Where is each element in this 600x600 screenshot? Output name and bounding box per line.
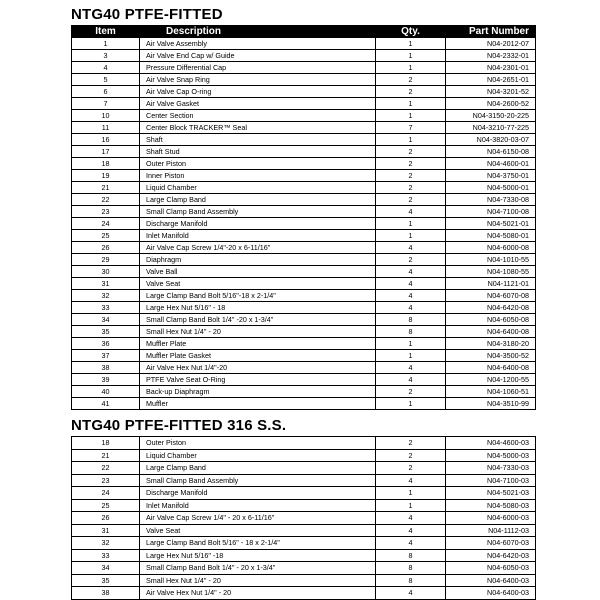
qty-cell: 1 [376, 38, 446, 50]
description-cell: Air Valve Hex Nut 1/4"-20 [140, 362, 376, 374]
qty-cell: 1 [376, 398, 446, 410]
item-cell: 26 [72, 242, 140, 254]
description-cell: Air Valve Gasket [140, 98, 376, 110]
description-cell: Inlet Manifold [140, 499, 376, 512]
table-row [72, 587, 536, 600]
part-number-cell: N04-6420-03 [446, 549, 536, 562]
table-row [72, 254, 536, 266]
item-cell: 18 [72, 437, 140, 450]
part-number-cell: N04-2012-07 [446, 38, 536, 50]
part-number-cell: N04-1112-03 [446, 524, 536, 537]
part-number-cell: N04-1010-55 [446, 254, 536, 266]
qty-cell: 2 [376, 254, 446, 266]
part-number-cell: N04-7330-08 [446, 194, 536, 206]
qty-cell: 4 [376, 374, 446, 386]
item-cell: 31 [72, 278, 140, 290]
table-row [72, 449, 536, 462]
table-row [72, 206, 536, 218]
description-cell: Valve Seat [140, 524, 376, 537]
qty-cell: 1 [376, 218, 446, 230]
table-row [72, 110, 536, 122]
item-cell: 25 [72, 230, 140, 242]
part-number-cell: N04-6400-08 [446, 362, 536, 374]
table-header-row [72, 26, 536, 38]
description-cell: Small Clamp Band Assembly [140, 206, 376, 218]
qty-cell: 4 [376, 206, 446, 218]
description-cell: Center Section [140, 110, 376, 122]
qty-cell: 1 [376, 350, 446, 362]
item-cell: 18 [72, 158, 140, 170]
part-number-cell: N04-6420-08 [446, 302, 536, 314]
part-number-cell: N04-3750-01 [446, 170, 536, 182]
table-row [72, 230, 536, 242]
description-cell: Back-up Diaphragm [140, 386, 376, 398]
description-cell: Valve Seat [140, 278, 376, 290]
part-number-cell: N04-5000-01 [446, 182, 536, 194]
qty-cell: 2 [376, 194, 446, 206]
table-body [72, 38, 536, 410]
qty-cell: 2 [376, 146, 446, 158]
item-cell: 23 [72, 474, 140, 487]
item-cell: 24 [72, 218, 140, 230]
table-row [72, 146, 536, 158]
qty-cell: 2 [376, 462, 446, 475]
item-cell: 1 [72, 38, 140, 50]
part-number-cell: N04-7330-03 [446, 462, 536, 475]
description-cell: Muffler [140, 398, 376, 410]
part-number-cell: N04-3201-52 [446, 86, 536, 98]
part-number-cell: N04-4600-03 [446, 437, 536, 450]
item-cell: 40 [72, 386, 140, 398]
part-number-cell: N04-5021-01 [446, 218, 536, 230]
table-row [72, 74, 536, 86]
part-number-cell: N04-3210-77-225 [446, 122, 536, 134]
table-row [72, 537, 536, 550]
part-number-cell: N04-2332-01 [446, 50, 536, 62]
table-row [72, 386, 536, 398]
qty-cell: 8 [376, 562, 446, 575]
item-cell: 10 [72, 110, 140, 122]
description-cell: Discharge Manifold [140, 218, 376, 230]
part-number-cell: N04-6050-03 [446, 562, 536, 575]
description-cell: Shaft Stud [140, 146, 376, 158]
parts-table-ptfe-fitted [71, 25, 536, 410]
part-number-cell: N04-6000-08 [446, 242, 536, 254]
item-cell: 41 [72, 398, 140, 410]
description-cell: Air Valve Snap Ring [140, 74, 376, 86]
description-cell: Air Valve Cap O-ring [140, 86, 376, 98]
description-cell: Large Clamp Band [140, 194, 376, 206]
description-cell: Large Clamp Band Bolt 5/16"-18 x 2-1/4" [140, 290, 376, 302]
qty-cell: 8 [376, 326, 446, 338]
table-body [72, 437, 536, 600]
parts-list-page [71, 0, 535, 600]
part-number-cell: N04-5000-03 [446, 449, 536, 462]
table-row [72, 326, 536, 338]
item-cell: 33 [72, 302, 140, 314]
item-cell: 36 [72, 338, 140, 350]
qty-cell: 8 [376, 574, 446, 587]
table-row [72, 218, 536, 230]
item-cell: 33 [72, 549, 140, 562]
table-row [72, 86, 536, 98]
description-cell: Large Hex Nut 5/16" - 18 [140, 302, 376, 314]
item-cell: 7 [72, 98, 140, 110]
part-number-cell: N04-6000-03 [446, 512, 536, 525]
item-cell: 17 [72, 146, 140, 158]
description-cell: Small Clamp Band Assembly [140, 474, 376, 487]
qty-cell: 4 [376, 302, 446, 314]
table-row [72, 574, 536, 587]
part-number-cell: N04-6400-03 [446, 587, 536, 600]
part-number-cell: N04-6070-08 [446, 290, 536, 302]
item-cell: 4 [72, 62, 140, 74]
item-cell: 30 [72, 266, 140, 278]
part-number-cell: N04-2651-01 [446, 74, 536, 86]
description-cell: Large Hex Nut 5/16" -18 [140, 549, 376, 562]
table-row [72, 362, 536, 374]
qty-cell: 2 [376, 158, 446, 170]
part-number-cell: N04-6050-08 [446, 314, 536, 326]
item-cell: 32 [72, 537, 140, 550]
part-number-cell: N04-1200-55 [446, 374, 536, 386]
table-row [72, 158, 536, 170]
table-row [72, 62, 536, 74]
part-number-cell: N04-7100-03 [446, 474, 536, 487]
part-number-cell: N04-1080-55 [446, 266, 536, 278]
section-title-ptfe-fitted: NTG40 PTFE-FITTED [71, 6, 223, 23]
description-cell: Inner Piston [140, 170, 376, 182]
table-row [72, 499, 536, 512]
table-row [72, 194, 536, 206]
description-cell: Air Valve Cap Screw 1/4" - 20 x 6-11/16" [140, 512, 376, 525]
item-cell: 35 [72, 574, 140, 587]
qty-cell: 2 [376, 74, 446, 86]
parts-table-ptfe-fitted-316-ss [71, 436, 536, 600]
part-number-cell: N04-5080-03 [446, 499, 536, 512]
item-cell: 22 [72, 462, 140, 475]
item-cell: 11 [72, 122, 140, 134]
column-header-item: Item [72, 26, 140, 38]
description-cell: Muffler Plate [140, 338, 376, 350]
table-row [72, 134, 536, 146]
qty-cell: 4 [376, 242, 446, 254]
item-cell: 34 [72, 314, 140, 326]
part-number-cell: N04-6400-03 [446, 574, 536, 587]
item-cell: 38 [72, 362, 140, 374]
qty-cell: 2 [376, 386, 446, 398]
part-number-cell: N04-7100-08 [446, 206, 536, 218]
qty-cell: 8 [376, 549, 446, 562]
description-cell: Air Valve Hex Nut 1/4" - 20 [140, 587, 376, 600]
qty-cell: 1 [376, 487, 446, 500]
item-cell: 3 [72, 50, 140, 62]
description-cell: PTFE Valve Seat O-Ring [140, 374, 376, 386]
item-cell: 25 [72, 499, 140, 512]
item-cell: 38 [72, 587, 140, 600]
part-number-cell: N04-3820-03-07 [446, 134, 536, 146]
part-number-cell: N04-1121-01 [446, 278, 536, 290]
table-row [72, 38, 536, 50]
description-cell: Small Clamp Band Bolt 1/4" - 20 x 1-3/4" [140, 562, 376, 575]
qty-cell: 1 [376, 230, 446, 242]
description-cell: Liquid Chamber [140, 182, 376, 194]
item-cell: 16 [72, 134, 140, 146]
item-cell: 37 [72, 350, 140, 362]
part-number-cell: N04-6070-03 [446, 537, 536, 550]
qty-cell: 1 [376, 62, 446, 74]
description-cell: Valve Ball [140, 266, 376, 278]
qty-cell: 1 [376, 110, 446, 122]
table-row [72, 474, 536, 487]
description-cell: Small Clamp Band Bolt 1/4" -20 x 1-3/4" [140, 314, 376, 326]
qty-cell: 4 [376, 587, 446, 600]
item-cell: 32 [72, 290, 140, 302]
part-number-cell: N04-4600-01 [446, 158, 536, 170]
qty-cell: 2 [376, 449, 446, 462]
description-cell: Outer Piston [140, 437, 376, 450]
description-cell: Diaphragm [140, 254, 376, 266]
table-row [72, 549, 536, 562]
description-cell: Muffler Plate Gasket [140, 350, 376, 362]
table-row [72, 182, 536, 194]
qty-cell: 7 [376, 122, 446, 134]
table-row [72, 487, 536, 500]
qty-cell: 1 [376, 98, 446, 110]
qty-cell: 4 [376, 362, 446, 374]
part-number-cell: N04-2600-52 [446, 98, 536, 110]
qty-cell: 1 [376, 338, 446, 350]
description-cell: Large Clamp Band Bolt 5/16" - 18 x 2-1/4" [140, 537, 376, 550]
item-cell: 5 [72, 74, 140, 86]
qty-cell: 4 [376, 524, 446, 537]
item-cell: 34 [72, 562, 140, 575]
part-number-cell: N04-3510-99 [446, 398, 536, 410]
description-cell: Air Valve Cap Screw 1/4"-20 x 6-11/16" [140, 242, 376, 254]
qty-cell: 4 [376, 537, 446, 550]
description-cell: Discharge Manifold [140, 487, 376, 500]
item-cell: 24 [72, 487, 140, 500]
table-row [72, 512, 536, 525]
section-title-ptfe-fitted-316-ss: NTG40 PTFE-FITTED 316 S.S. [71, 417, 287, 434]
part-number-cell: N04-3180-20 [446, 338, 536, 350]
table-row [72, 562, 536, 575]
table-row [72, 374, 536, 386]
qty-cell: 8 [376, 314, 446, 326]
table-row [72, 290, 536, 302]
table-row [72, 314, 536, 326]
table-row [72, 278, 536, 290]
description-cell: Shaft [140, 134, 376, 146]
qty-cell: 4 [376, 290, 446, 302]
table-row [72, 338, 536, 350]
part-number-cell: N04-3150-20-225 [446, 110, 536, 122]
qty-cell: 4 [376, 266, 446, 278]
part-number-cell: N04-1060-51 [446, 386, 536, 398]
item-cell: 31 [72, 524, 140, 537]
item-cell: 22 [72, 194, 140, 206]
part-number-cell: N04-5021-03 [446, 487, 536, 500]
description-cell: Small Hex Nut 1/4" - 20 [140, 574, 376, 587]
item-cell: 21 [72, 182, 140, 194]
table-row [72, 122, 536, 134]
qty-cell: 4 [376, 474, 446, 487]
table-row [72, 242, 536, 254]
description-cell: Outer Piston [140, 158, 376, 170]
part-number-cell: N04-6150-08 [446, 146, 536, 158]
part-number-cell: N04-2301-01 [446, 62, 536, 74]
qty-cell: 2 [376, 86, 446, 98]
description-cell: Air Valve End Cap w/ Guide [140, 50, 376, 62]
table-row [72, 98, 536, 110]
part-number-cell: N04-3500-52 [446, 350, 536, 362]
item-cell: 6 [72, 86, 140, 98]
qty-cell: 4 [376, 278, 446, 290]
item-cell: 35 [72, 326, 140, 338]
description-cell: Center Block TRACKER™ Seal [140, 122, 376, 134]
qty-cell: 4 [376, 512, 446, 525]
item-cell: 21 [72, 449, 140, 462]
description-cell: Pressure Differential Cap [140, 62, 376, 74]
item-cell: 29 [72, 254, 140, 266]
description-cell: Small Hex Nut 1/4" - 20 [140, 326, 376, 338]
column-header-part-number: Part Number [446, 26, 536, 38]
qty-cell: 2 [376, 437, 446, 450]
part-number-cell: N04-6400-08 [446, 326, 536, 338]
description-cell: Inlet Manifold [140, 230, 376, 242]
item-cell: 26 [72, 512, 140, 525]
description-cell: Air Valve Assembly [140, 38, 376, 50]
qty-cell: 2 [376, 182, 446, 194]
item-cell: 23 [72, 206, 140, 218]
qty-cell: 1 [376, 499, 446, 512]
qty-cell: 1 [376, 134, 446, 146]
description-cell: Large Clamp Band [140, 462, 376, 475]
table-row [72, 398, 536, 410]
table-row [72, 462, 536, 475]
table-row [72, 170, 536, 182]
table-row [72, 350, 536, 362]
table-row [72, 302, 536, 314]
item-cell: 19 [72, 170, 140, 182]
item-cell: 39 [72, 374, 140, 386]
table-row [72, 437, 536, 450]
column-header-qty: Qty. [376, 26, 446, 38]
table-row [72, 524, 536, 537]
qty-cell: 2 [376, 170, 446, 182]
part-number-cell: N04-5080-01 [446, 230, 536, 242]
column-header-description: Description [140, 26, 376, 38]
table-row [72, 50, 536, 62]
table-row [72, 266, 536, 278]
qty-cell: 1 [376, 50, 446, 62]
description-cell: Liquid Chamber [140, 449, 376, 462]
